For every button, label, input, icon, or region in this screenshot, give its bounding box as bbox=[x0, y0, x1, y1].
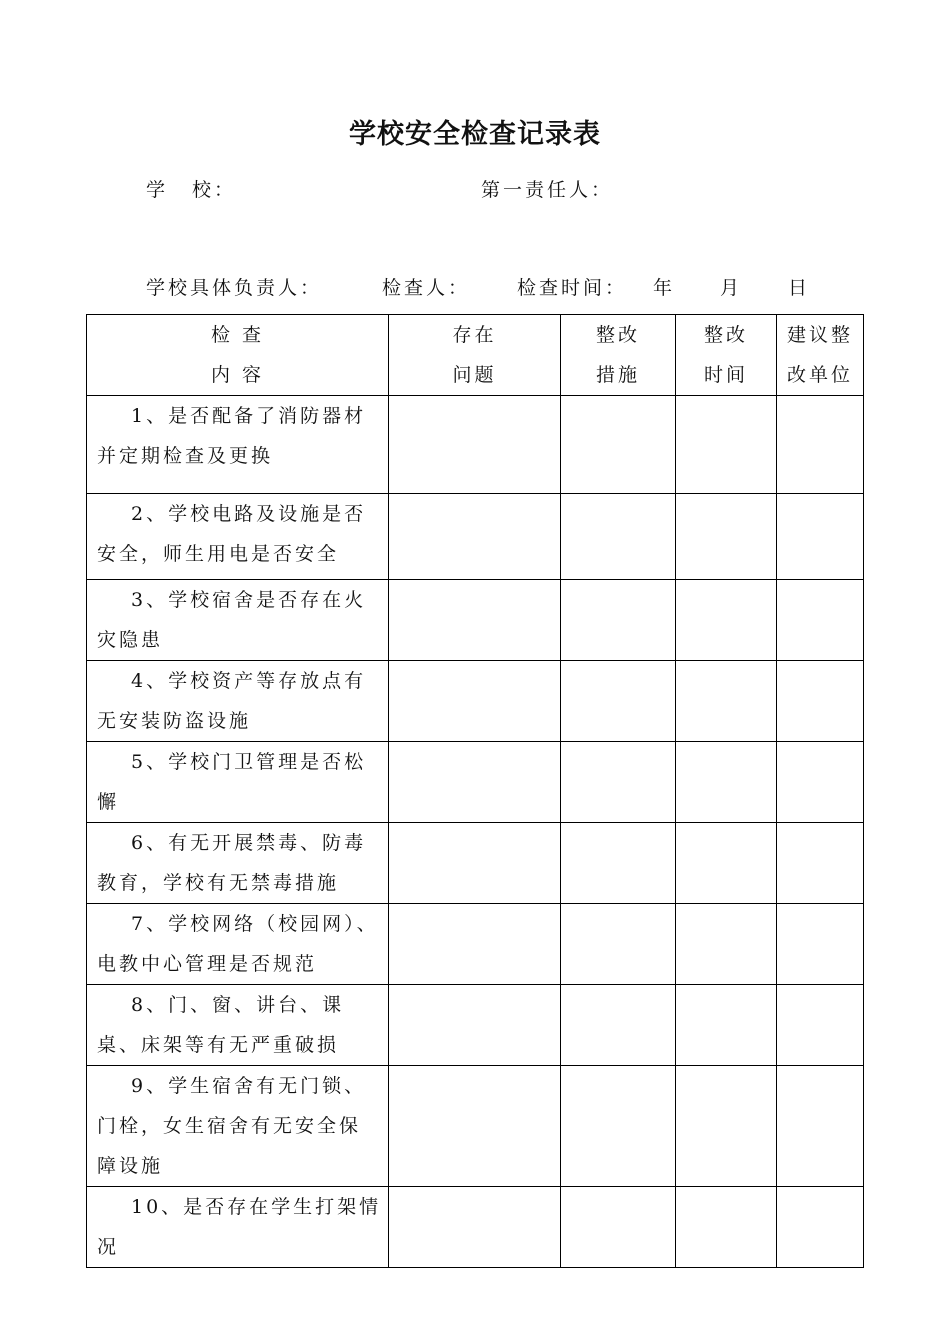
rectify-time-cell[interactable] bbox=[676, 904, 777, 985]
measures-cell[interactable] bbox=[561, 1187, 676, 1268]
check-item-cell bbox=[87, 1187, 389, 1268]
header-issue: 存在 问题 bbox=[389, 315, 561, 396]
measures-cell[interactable] bbox=[561, 494, 676, 580]
issue-cell[interactable] bbox=[389, 580, 561, 661]
table-row bbox=[87, 904, 864, 985]
rectify-time-cell[interactable] bbox=[676, 580, 777, 661]
check-item-cell bbox=[87, 904, 389, 985]
measures-cell[interactable] bbox=[561, 742, 676, 823]
rectify-time-cell[interactable] bbox=[676, 985, 777, 1066]
table-row bbox=[87, 1066, 864, 1187]
rectify-time-cell[interactable] bbox=[676, 742, 777, 823]
measures-cell[interactable] bbox=[561, 904, 676, 985]
unit-cell[interactable] bbox=[777, 1066, 864, 1187]
first-responsible-label: 第一责任人： bbox=[481, 179, 614, 201]
check-item-text: 1、是否配备了消防器材并定期检查及更换 bbox=[97, 405, 367, 467]
unit-cell[interactable] bbox=[777, 494, 864, 580]
unit-cell[interactable] bbox=[777, 985, 864, 1066]
check-item-text: 5、学校门卫管理是否松懈 bbox=[97, 751, 367, 813]
check-item-text: 8、门、窗、讲台、课桌、床架等有无严重破损 bbox=[97, 994, 345, 1056]
check-item-cell bbox=[87, 742, 389, 823]
day-label: 日 bbox=[788, 277, 811, 299]
inspection-time-label: 检查时间： bbox=[517, 277, 628, 299]
issue-cell[interactable] bbox=[389, 742, 561, 823]
check-item-cell bbox=[87, 823, 389, 904]
table-row bbox=[87, 580, 864, 661]
unit-cell[interactable] bbox=[777, 661, 864, 742]
check-item-cell bbox=[87, 580, 389, 661]
header-time: 整改 时间 bbox=[676, 315, 777, 396]
issue-cell[interactable] bbox=[389, 396, 561, 494]
check-item-text: 7、学校网络（校园网）、电教中心管理是否规范 bbox=[97, 913, 379, 975]
check-item-text: 6、有无开展禁毒、防毒教育，学校有无禁毒措施 bbox=[97, 832, 367, 894]
school-label-char2: 校： bbox=[192, 179, 237, 201]
header-content: 检 查 内 容 bbox=[87, 315, 389, 396]
unit-cell[interactable] bbox=[777, 904, 864, 985]
table-row bbox=[87, 661, 864, 742]
issue-cell[interactable] bbox=[389, 1187, 561, 1268]
measures-cell[interactable] bbox=[561, 823, 676, 904]
unit-cell[interactable] bbox=[777, 396, 864, 494]
measures-cell[interactable] bbox=[561, 661, 676, 742]
table-row bbox=[87, 396, 864, 494]
check-item-cell bbox=[87, 396, 389, 494]
school-label bbox=[146, 175, 236, 202]
school-label-char1: 学 bbox=[146, 179, 169, 201]
check-item-text: 4、学校资产等存放点有无安装防盗设施 bbox=[97, 670, 367, 732]
table-row bbox=[87, 823, 864, 904]
unit-cell[interactable] bbox=[777, 1187, 864, 1268]
page-title: 学校安全检查记录表 bbox=[349, 119, 601, 150]
measures-cell[interactable] bbox=[561, 580, 676, 661]
table-row bbox=[87, 985, 864, 1066]
issue-cell[interactable] bbox=[389, 661, 561, 742]
issue-cell[interactable] bbox=[389, 494, 561, 580]
issue-cell[interactable] bbox=[389, 904, 561, 985]
issue-cell[interactable] bbox=[389, 985, 561, 1066]
unit-cell[interactable] bbox=[777, 823, 864, 904]
rectify-time-cell[interactable] bbox=[676, 1187, 777, 1268]
check-item-cell bbox=[87, 494, 389, 580]
check-item-text: 9、学生宿舍有无门锁、门栓，女生宿舍有无安全保障设施 bbox=[97, 1075, 367, 1177]
measures-cell[interactable] bbox=[561, 985, 676, 1066]
table-row bbox=[87, 494, 864, 580]
check-item-cell bbox=[87, 661, 389, 742]
rectify-time-cell[interactable] bbox=[676, 661, 777, 742]
specific-responsible-label: 学校具体负责人： bbox=[146, 277, 323, 299]
year-label: 年 bbox=[653, 277, 676, 299]
table-row bbox=[87, 742, 864, 823]
table-row bbox=[87, 1187, 864, 1268]
rectify-time-cell[interactable] bbox=[676, 494, 777, 580]
header-unit: 建议整 改单位 bbox=[777, 315, 864, 396]
unit-cell[interactable] bbox=[777, 742, 864, 823]
inspector-label: 检查人： bbox=[382, 277, 471, 299]
issue-cell[interactable] bbox=[389, 1066, 561, 1187]
check-item-text: 10、是否存在学生打架情况 bbox=[97, 1196, 382, 1258]
month-label: 月 bbox=[720, 277, 743, 299]
measures-cell[interactable] bbox=[561, 1066, 676, 1187]
measures-cell[interactable] bbox=[561, 396, 676, 494]
unit-cell[interactable] bbox=[777, 580, 864, 661]
issue-cell[interactable] bbox=[389, 823, 561, 904]
header-row bbox=[87, 315, 864, 396]
check-item-text: 3、学校宿舍是否存在火灾隐患 bbox=[97, 589, 367, 651]
rectify-time-cell[interactable] bbox=[676, 1066, 777, 1187]
check-item-text: 2、学校电路及设施是否安全，师生用电是否安全 bbox=[97, 503, 367, 565]
header-measures: 整改 措施 bbox=[561, 315, 676, 396]
check-item-cell bbox=[87, 985, 389, 1066]
check-item-cell bbox=[87, 1066, 389, 1187]
rectify-time-cell[interactable] bbox=[676, 823, 777, 904]
rectify-time-cell[interactable] bbox=[676, 396, 777, 494]
inspection-table bbox=[86, 314, 864, 1268]
